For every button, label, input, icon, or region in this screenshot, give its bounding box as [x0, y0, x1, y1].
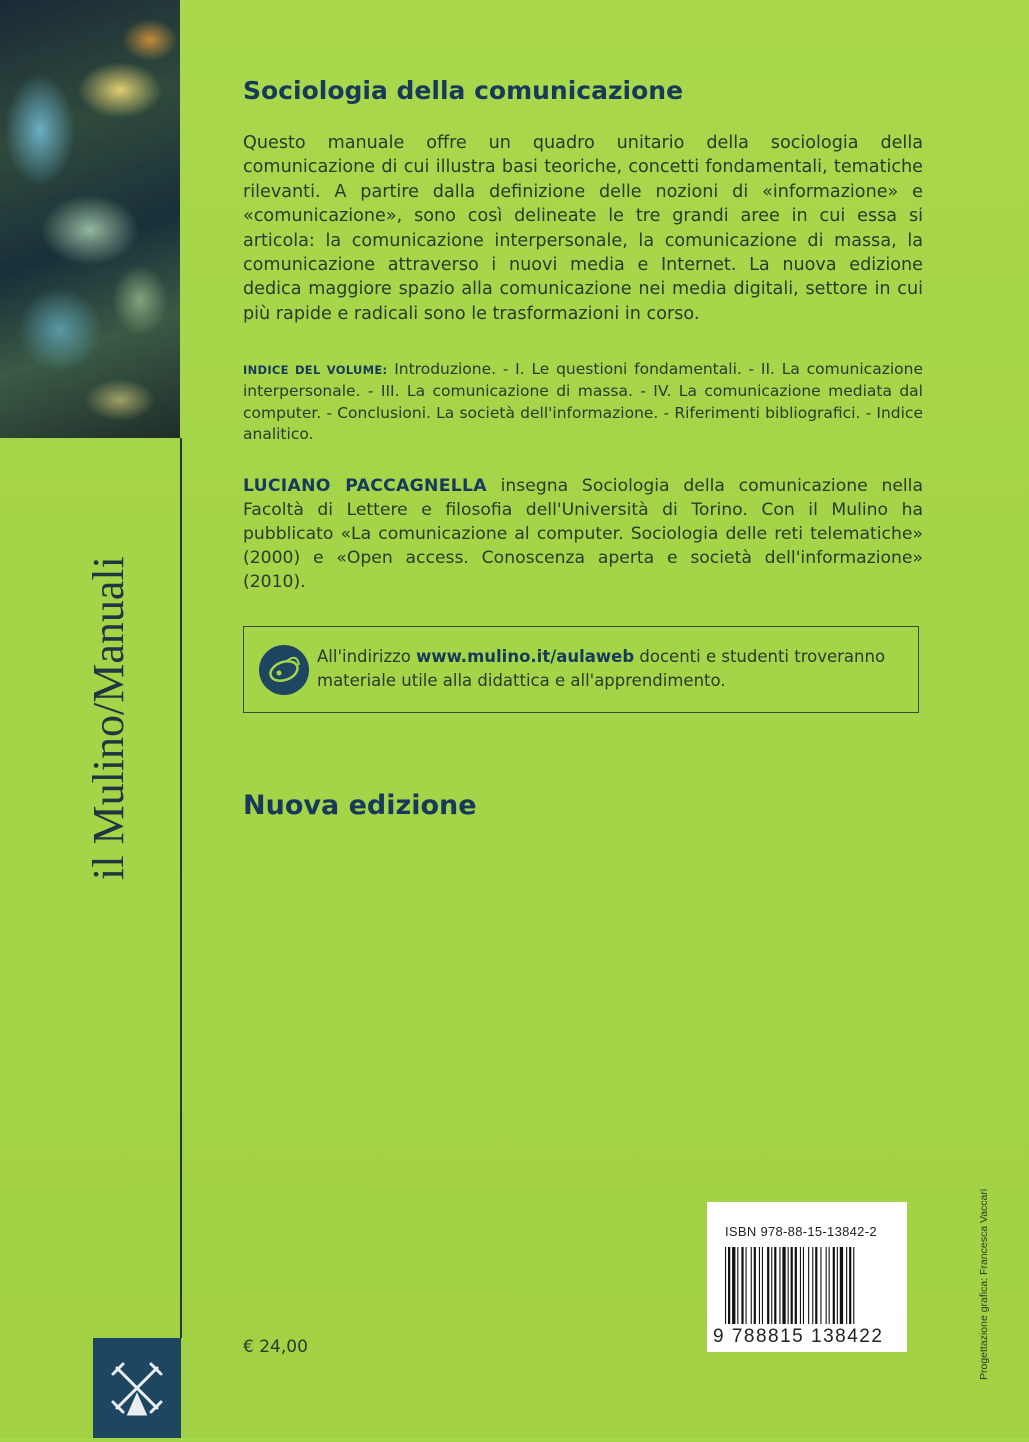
- barcode-bar: [791, 1247, 793, 1324]
- author-bio: [243, 474, 923, 594]
- barcode-bar: [767, 1247, 769, 1324]
- barcode-bar: [771, 1247, 772, 1324]
- aulaweb-box: [243, 626, 919, 713]
- barcode-bar: [815, 1247, 817, 1324]
- barcode-bar: [853, 1247, 854, 1324]
- barcode-bar: [782, 1247, 785, 1324]
- barcode-bar: [737, 1247, 738, 1324]
- aulaweb-text: [317, 645, 913, 693]
- table-of-contents: [243, 359, 923, 446]
- price: € 24,00: [243, 1337, 308, 1357]
- barcode-bar: [846, 1247, 847, 1324]
- barcode-bar: [725, 1247, 726, 1324]
- cover-photo: [0, 0, 180, 438]
- index-text: Introduzione. - I. Le questioni fondamentali. - II. La comunicazione interpersonale. - III. La comunicazione di massa. - IV. La comunicazione mediata dal computer. - Conclusioni. La società dell'informazione. - Riferimenti bibliografici. - Indice analitico.: [243, 360, 923, 444]
- isbn-text: ISBN 978-88-15-13842-2: [725, 1224, 877, 1239]
- barcode-bar: [762, 1247, 763, 1324]
- barcode-bar: [800, 1247, 801, 1324]
- barcode-bar: [759, 1247, 760, 1324]
- aulaweb-prefix: All'indirizzo: [317, 647, 417, 666]
- barcode-bar: [795, 1247, 797, 1324]
- publisher-logo: [93, 1338, 181, 1438]
- book-title: Sociologia della comunicazione: [243, 76, 684, 105]
- aulaweb-url[interactable]: www.mulino.it/aulaweb: [416, 647, 635, 666]
- barcode-bar: [812, 1247, 813, 1324]
- barcode-bar: [728, 1247, 730, 1324]
- barcode-bar: [746, 1247, 747, 1324]
- barcode-bar: [751, 1247, 752, 1324]
- series-name: il Mulino/Manuali: [84, 556, 133, 880]
- barcode-bar: [803, 1247, 804, 1324]
- index-label: INDICE DEL VOLUME:: [243, 363, 388, 377]
- spine-divider: [180, 438, 182, 1338]
- windmill-logo-icon: [93, 1338, 181, 1438]
- barcode-bar: [849, 1247, 851, 1324]
- author-name: LUCIANO PACCAGNELLA: [243, 476, 487, 496]
- barcode-bar: [808, 1247, 809, 1324]
- aulaweb-suffix: docenti e studenti troveranno materiale utile alla didattica e all'apprendimento.: [317, 647, 886, 690]
- barcode-bar: [732, 1247, 735, 1324]
- barcode-digits: 9 788815 138422: [713, 1326, 884, 1347]
- globe-mouse-icon: [257, 643, 311, 697]
- barcode-bar: [774, 1247, 776, 1324]
- barcode-bar: [754, 1247, 756, 1324]
- barcode-bar: [741, 1247, 743, 1324]
- barcode-bar: [833, 1247, 835, 1324]
- barcode-bar: [826, 1247, 827, 1324]
- barcode-bar: [840, 1247, 843, 1324]
- barcode-box: [707, 1202, 907, 1352]
- barcode-bar: [788, 1247, 789, 1324]
- author-bio-text: insegna Sociologia della comunicazione nella Facoltà di Lettere e filosofia dell'Università di Torino. Con il Mulino ha pubblicato «La comunicazione al computer. Sociologia delle reti telematiche» (2000) e «Open access. Conoscenza aperta e società dell'informazione» (2010).: [243, 476, 923, 592]
- barcode-bar: [779, 1247, 780, 1324]
- barcode-bar: [820, 1247, 821, 1324]
- book-description: Questo manuale offre un quadro unitario della sociologia della comunicazione di cui illustra basi teoriche, concetti fondamentali, tematiche rilevanti. A partire dalla definizione delle nozioni di «informazione» e «comunicazione», sono così delineate le tre grandi aree in cui essa si articola: la comunicazione interpersonale, la comunicazione di massa, la comunicazione attraverso i nuovi media e Internet. La nuova edizione dedica maggiore spazio alla comunicazione nei media digitali, settore in cui più rapide e radicali sono le trasformazioni in corso.: [243, 133, 923, 324]
- design-credit: Progettazione grafica: Francesca Vaccari: [978, 1188, 990, 1380]
- edition-label: Nuova edizione: [243, 790, 477, 821]
- barcode-bar: [829, 1247, 830, 1324]
- barcode: [725, 1247, 901, 1324]
- barcode-bar: [837, 1247, 838, 1324]
